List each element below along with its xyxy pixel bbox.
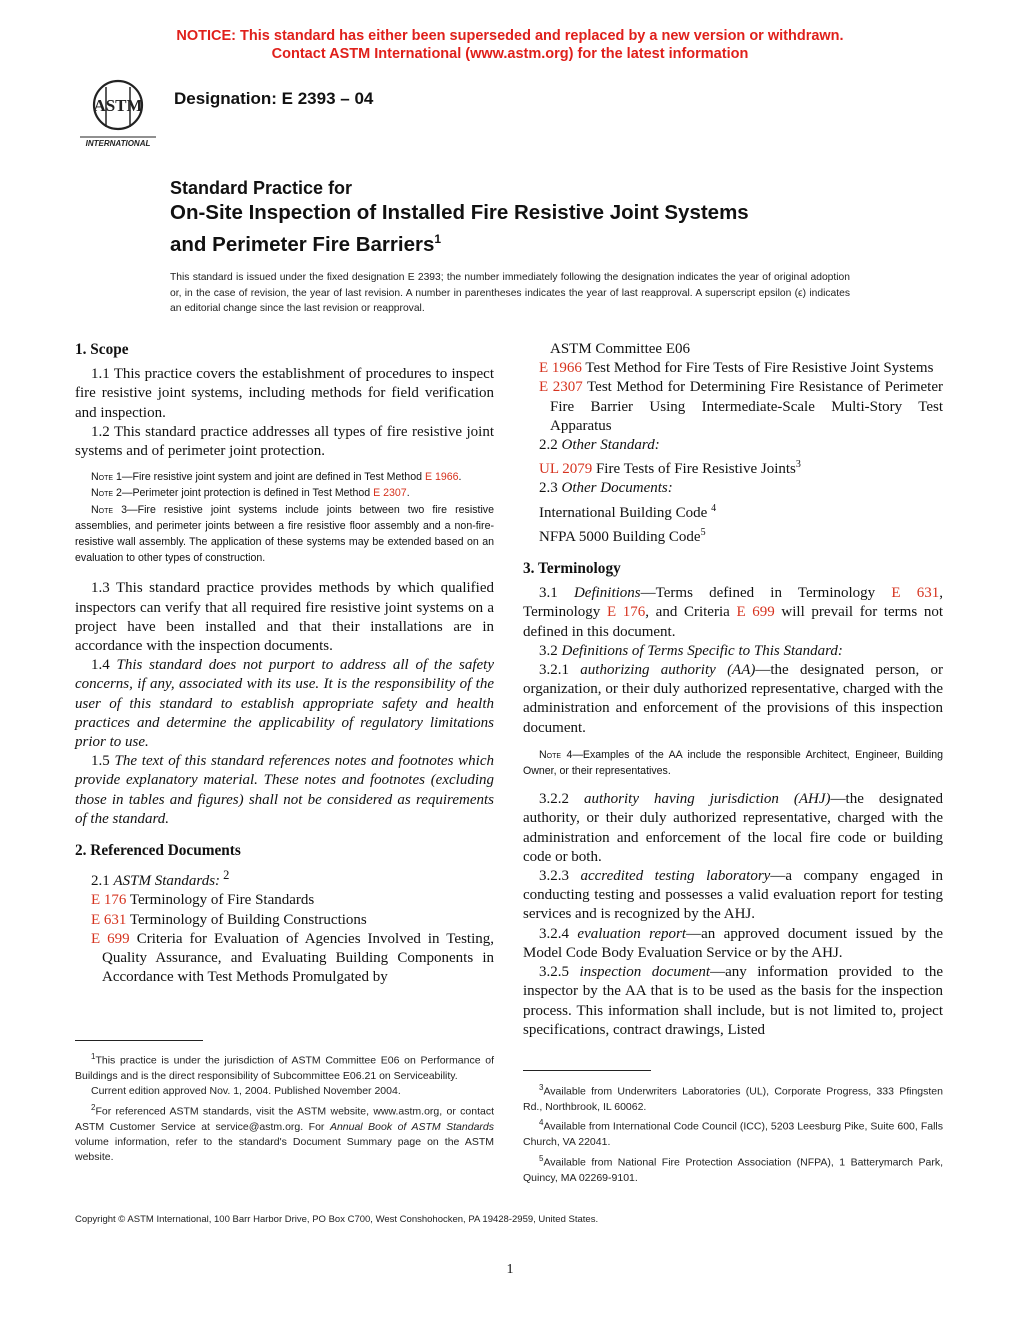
footnotes-left — [75, 1049, 494, 1166]
link-e176-term[interactable]: E 176 — [606, 604, 646, 621]
footnote-2: $^2$For referenced ASTM standards, visit the ASTM website, www.astm.org, or contact ASTM Customer Service at service@astm.org. For Annual Book of ASTM Standards volume information, refer to the standard's Document Summary page on the ASTM website. — [75, 1102, 494, 1164]
ref-e699: E 699 Criteria for Evaluation of Agencies Involved in Testing, Quality Assurance, and Evaluating Building Components in Accordance with Test Methods Promulgated by — [91, 930, 494, 986]
para-1-3: 1.3 This standard practice provides methods by which qualified inspectors can verify that all required fire resistive joint systems on a project have been installed and that their installations are in accordance with the inspection documents. — [75, 580, 494, 655]
footnote-rule-left — [75, 1040, 203, 1041]
ref-e699-continued: ASTM Committee E06 — [550, 341, 690, 357]
link-e699[interactable]: E 699 — [91, 930, 130, 947]
para-3-2-4: 3.2.4 evaluation report—an approved document issued by the Model Code Body Evaluation Service or by the AHJ. — [523, 925, 944, 961]
link-e1966[interactable]: E 1966 — [424, 471, 459, 484]
designation: Designation: E 2393 – 04 — [174, 89, 374, 108]
footnote-5: $^5$Available from National Fire Protection Association (NFPA), 1 Batterymarch Park, Quincy, MA 02269-9101. — [523, 1153, 943, 1184]
ref-ul2079: UL 2079 Fire Tests of Fire Resistive Joints$^3$ — [539, 459, 801, 478]
issued-statement: This standard is issued under the fixed designation E 2393; the number immediately following the designation indicates the year of original adoption or, in the case of revision, the year of last revision. A number in parentheses indicates the year of last reapproval. A superscript epsilon (ϵ) indicates an editorial change since the last revision or reapproval. — [170, 272, 850, 314]
notice-line-2: Contact ASTM International (www.astm.org) for the latest information — [271, 46, 749, 62]
title-line-1: Standard Practice for — [170, 178, 353, 198]
para-3-2: 3.2 Definitions of Terms Specific to This Standard: — [539, 642, 843, 659]
document-title — [170, 176, 749, 258]
link-e2307[interactable]: E 2307 — [373, 487, 407, 500]
para-1-5: 1.5 The text of this standard references notes and footnotes which provide explanatory material. These notes and footnotes (excluding those in tables and figures) shall not be considered as requirements of the standard. — [75, 753, 494, 827]
right-column — [523, 340, 943, 1040]
para-1-1: 1.1 This practice covers the establishment of procedures to inspect fire resistive joint systems, including methods for field verification and inspection. — [75, 366, 494, 421]
ref-e631: E 631 Terminology of Building Constructions — [91, 911, 367, 928]
title-line-2: On-Site Inspection of Installed Fire Resistive Joint Systems — [170, 201, 749, 224]
note-2: Note 2—Perimeter joint protection is defined in Test Method E 2307. — [91, 487, 410, 500]
ref-ibc: International Building Code $^4$ — [539, 502, 717, 521]
left-column — [75, 340, 494, 988]
ref-nfpa: NFPA 5000 Building Code$^5$ — [539, 526, 706, 545]
refdocs-heading: 2. Referenced Documents — [75, 842, 241, 860]
link-e2307-ref[interactable]: E 2307 — [539, 379, 583, 396]
footnote-4: $^4$Available from International Code Council (ICC), 5203 Leesburg Pike, Suite 600, Falls Church, VA 22041. — [523, 1118, 943, 1149]
title-footnote-mark: 1 — [434, 232, 442, 246]
link-e631-term[interactable]: E 631 — [891, 585, 940, 602]
para-1-2: 1.2 This standard practice addresses all types of fire resistive joint systems and of perimeter joint protection. — [75, 423, 494, 460]
para-3-2-5: 3.2.5 inspection document—any information provided to the inspector by the AA that is to be used as the basis for the inspection process. This information shall include, but is not limited to, project specifications, contract drawings, Listed — [523, 964, 943, 1038]
para-3-1: 3.1 Definitions—Terms defined in Terminology E 631, Terminology E 176, and Criteria E 699 will prevail for terms not defined in this document. — [523, 585, 944, 640]
logo-text: ASTM — [93, 96, 143, 115]
link-e1966-ref[interactable]: E 1966 — [539, 360, 582, 377]
footnote-1: $^1$This practice is under the jurisdiction of ASTM Committee E06 on Performance of Buildings and is the direct responsibility of Subcommittee E06.21 on Serviceability. — [75, 1052, 494, 1082]
copyright: Copyright © ASTM International, 100 Barr Harbor Drive, PO Box C700, West Conshohocken, PA 19428-2959, United States. — [75, 1214, 599, 1225]
ref-e1966: E 1966 Test Method for Fire Tests of Fire Resistive Joint Systems — [539, 360, 934, 377]
astm-logo-icon — [76, 75, 160, 149]
para-3-2-3: 3.2.3 accredited testing laboratory—a company engaged in conducting testing and possesses a valid evaluation report for testing services and is recognized by the AHJ. — [523, 868, 944, 923]
footnote-1-edition: Current edition approved Nov. 1, 2004. Published November 2004. — [91, 1085, 401, 1098]
para-3-2-1: 3.2.1 authorizing authority (AA)—the designated person, or organization, or their duly authorized representative, charged with the administration and enforcement of the provisions of this inspection document. — [523, 662, 943, 736]
para-2-2: 2.2 Other Standard: — [539, 437, 660, 454]
footnote-rule-right — [523, 1070, 651, 1071]
note-4: Note 4—Examples of the AA include the responsible Architect, Engineer, Building Owner, or their representatives. — [523, 748, 943, 778]
link-e631[interactable]: E 631 — [91, 911, 127, 928]
scope-heading: 1. Scope — [75, 341, 129, 358]
link-e176[interactable]: E 176 — [91, 892, 127, 909]
terminology-heading: 3. Terminology — [523, 560, 621, 578]
ref-e2307: E 2307 Test Method for Determining Fire Resistance of Perimeter Fire Barrier Using Intermediate-Scale Multi-Story Test Apparatus — [539, 379, 943, 434]
link-ul2079[interactable]: UL 2079 — [539, 461, 593, 478]
para-2-3: 2.3 Other Documents: — [539, 480, 673, 497]
page-number: 1 — [506, 1262, 514, 1277]
note-1: Note 1—Fire resistive joint system and joint are defined in Test Method E 1966. — [91, 471, 462, 484]
logo-subtext: INTERNATIONAL — [85, 139, 151, 148]
title-line-3: and Perimeter Fire Barriers — [170, 232, 435, 256]
para-3-2-2: 3.2.2 authority having jurisdiction (AHJ)—the designated authority, or their duly authorized representative, charged with the administration and enforcement of the local fire code or building code or both. — [523, 791, 943, 865]
notice-banner — [0, 27, 1020, 63]
note-3: Note 3—Fire resistive joint systems include joints between two fire resistive assemblies, and perimeter joints between a fire resistive floor assembly and a non-fire-resistive wall assembly. The application of these systems may be extended based on an evaluation to other types of construction. — [75, 503, 494, 565]
footnote-3: $^3$Available from Underwriters Laboratories (UL), Corporate Progress, 333 Pfingsten Rd., Northbrook, IL 60062. — [523, 1083, 943, 1113]
para-2-1: 2.1 ASTM Standards: $^2$ — [91, 868, 230, 890]
notice-line-1: NOTICE: This standard has either been superseded and replaced by a new version or withdrawn. — [176, 28, 844, 44]
para-1-4: 1.4 This standard does not purport to address all of the safety concerns, if any, associated with its use. It is the responsibility of the user of this standard to establish appropriate safety and health practices and determine the applicability of regulatory limitations prior to use. — [75, 657, 495, 751]
footnotes-right — [523, 1080, 943, 1186]
link-e699-term[interactable]: E 699 — [736, 604, 775, 621]
ref-e176: E 176 Terminology of Fire Standards — [91, 892, 315, 909]
